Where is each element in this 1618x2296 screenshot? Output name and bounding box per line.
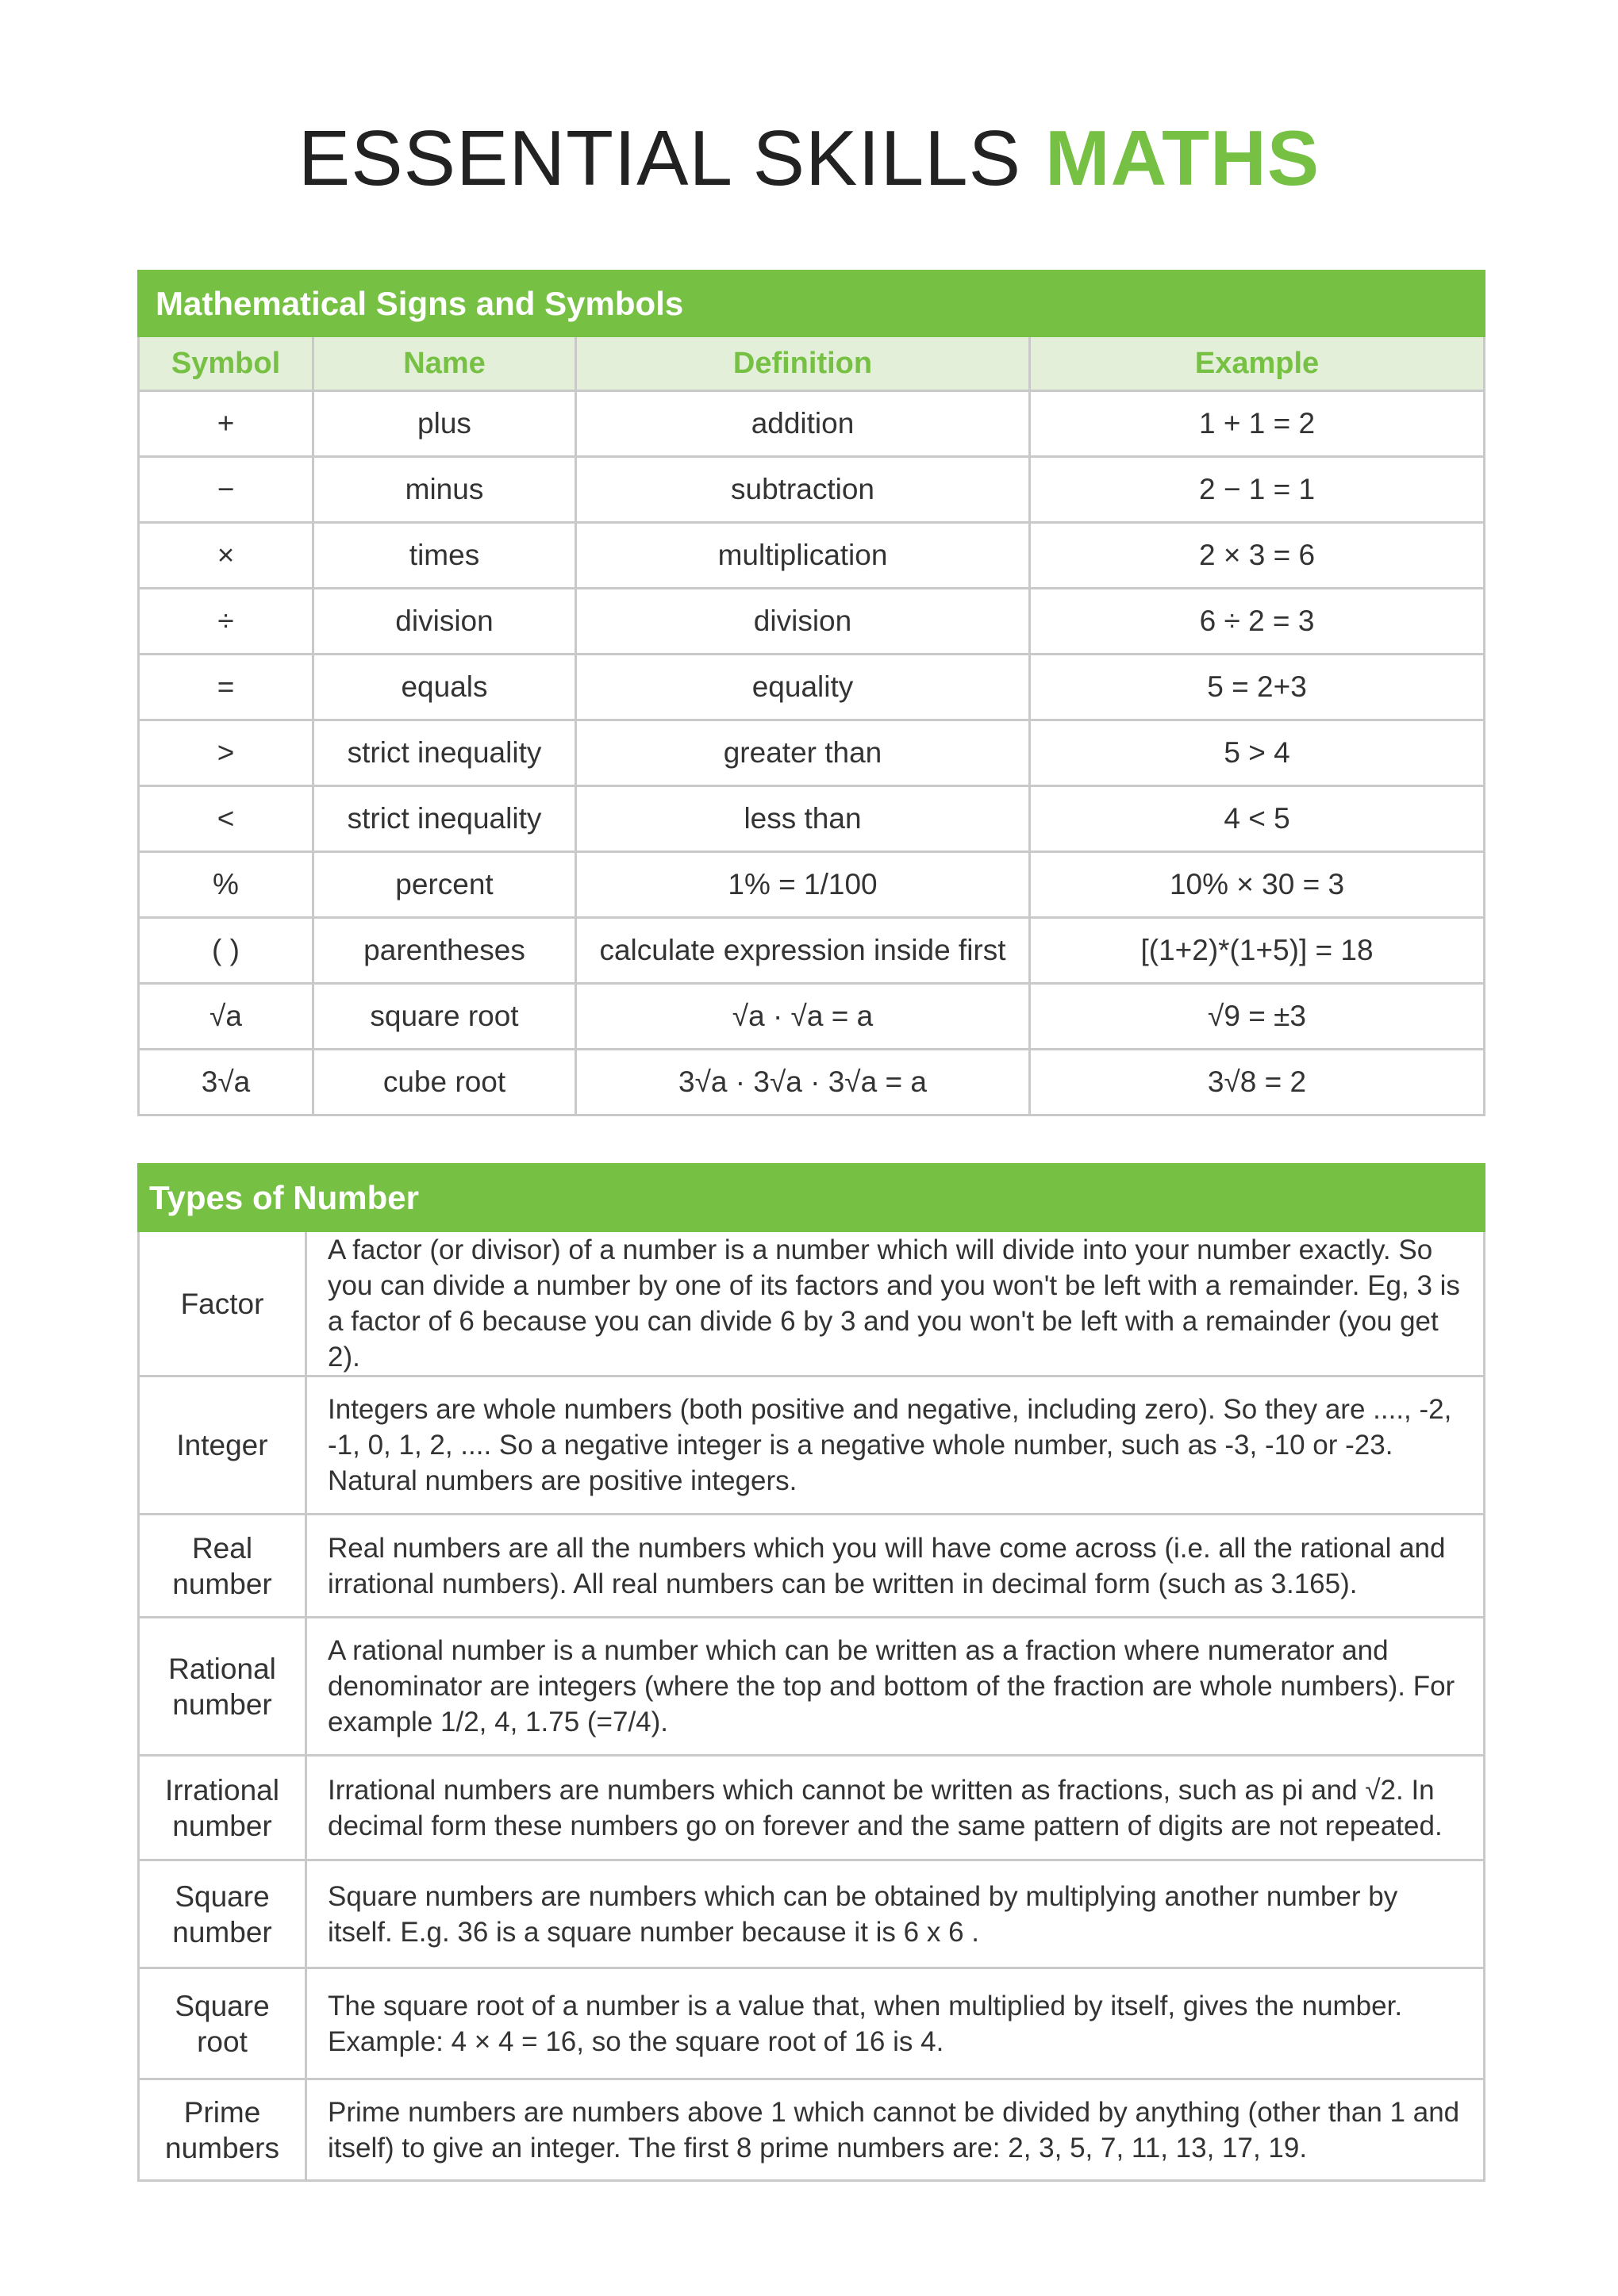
column-header-symbol: Symbol [139,336,313,391]
table-row [139,918,1485,984]
table-row [139,720,1485,786]
symbol-cell: ( ) [139,918,313,984]
symbol-cell: − [139,457,313,523]
example-cell: 2 × 3 = 6 [1030,523,1485,589]
table-row [139,786,1485,852]
name-cell: plus [313,391,576,457]
symbol-cell: % [139,852,313,918]
signs-symbols-table [137,270,1485,1116]
name-cell: strict inequality [313,720,576,786]
definition-cell: division [576,589,1030,655]
name-cell: division [313,589,576,655]
table-row [139,589,1485,655]
name-cell: times [313,523,576,589]
table-row [139,2079,1485,2181]
symbol-cell: > [139,720,313,786]
term-cell: Real number [139,1515,306,1618]
definition-cell: multiplication [576,523,1030,589]
title-main: ESSENTIAL SKILLS [298,114,1021,202]
definition-cell: Square numbers are numbers which can be obtained by multiplying another number by itself. E.g. 36 is a square number because it is 6 x 6 . [306,1860,1485,1968]
example-cell: [(1+2)*(1+5)] = 18 [1030,918,1485,984]
name-cell: minus [313,457,576,523]
definition-cell: A factor (or divisor) of a number is a number which will divide into your number exactly. So you can divide a number by one of its factors and you won't be left with a remainder. Eg, 3 is a factor of 6 because you can divide 6 by 3 and you won't be left with a remainder (you get 2). [306,1231,1485,1376]
term-cell: Irrational number [139,1756,306,1860]
table-row [139,391,1485,457]
term-cell: Rational number [139,1618,306,1756]
table-row [139,1860,1485,1968]
definition-cell: Prime numbers are numbers above 1 which cannot be divided by anything (other than 1 and itself) to give an integer. The first 8 prime numbers are: 2, 3, 5, 7, 11, 13, 17, 19. [306,2079,1485,2181]
definition-cell: addition [576,391,1030,457]
definition-cell: subtraction [576,457,1030,523]
page-title [0,114,1618,202]
definition-cell: Irrational numbers are numbers which cannot be written as fractions, such as pi and √2. In decimal form these numbers go on forever and the same pattern of digits are not repeated. [306,1756,1485,1860]
table-row [139,1968,1485,2079]
definition-cell: √a · √a = a [576,984,1030,1050]
symbol-cell: < [139,786,313,852]
symbol-cell: √a [139,984,313,1050]
definition-cell: Integers are whole numbers (both positive and negative, including zero). So they are ...., -2, -1, 0, 1, 2, .... So a negative integer is a negative whole number, such as -3, -10 or -23. Natural numbers are positive integers. [306,1376,1485,1515]
symbol-cell: 3√a [139,1050,313,1115]
table-row [139,1376,1485,1515]
table-row [139,852,1485,918]
definition-cell: 3√a · 3√a · 3√a = a [576,1050,1030,1115]
definition-cell: A rational number is a number which can be written as a fraction where numerator and denominator are integers (where the top and bottom of the fraction are whole numbers). For example 1/2, 4, 1.75 (=7/4). [306,1618,1485,1756]
example-cell: 6 ÷ 2 = 3 [1030,589,1485,655]
term-cell: Integer [139,1376,306,1515]
symbol-cell: = [139,655,313,720]
definition-cell: calculate expression inside first [576,918,1030,984]
definition-cell: 1% = 1/100 [576,852,1030,918]
symbol-cell: ÷ [139,589,313,655]
definition-cell: equality [576,655,1030,720]
example-cell: √9 = ±3 [1030,984,1485,1050]
title-accent: MATHS [1044,114,1320,202]
term-cell: Square number [139,1860,306,1968]
example-cell: 2 − 1 = 1 [1030,457,1485,523]
name-cell: strict inequality [313,786,576,852]
column-header-definition: Definition [576,336,1030,391]
table-row [139,1515,1485,1618]
table-row [139,1756,1485,1860]
table-row [139,984,1485,1050]
name-cell: parentheses [313,918,576,984]
table-row [139,1618,1485,1756]
name-cell: cube root [313,1050,576,1115]
definition-cell: less than [576,786,1030,852]
symbol-cell: + [139,391,313,457]
name-cell: square root [313,984,576,1050]
column-header-example: Example [1030,336,1485,391]
table-row [139,1231,1485,1376]
term-cell: Square root [139,1968,306,2079]
example-cell: 3√8 = 2 [1030,1050,1485,1115]
number-types-heading: Types of Number [139,1165,1485,1231]
number-types-table [137,1163,1485,2182]
definition-cell: The square root of a number is a value that, when multiplied by itself, gives the number. Example: 4 × 4 = 16, so the square root of 16 is 4. [306,1968,1485,2079]
example-cell: 4 < 5 [1030,786,1485,852]
term-cell: Factor [139,1231,306,1376]
table-row [139,523,1485,589]
definition-cell: greater than [576,720,1030,786]
table-row [139,457,1485,523]
example-cell: 5 > 4 [1030,720,1485,786]
term-cell: Prime numbers [139,2079,306,2181]
symbol-cell: × [139,523,313,589]
column-header-row [139,336,1485,391]
table-row [139,1050,1485,1115]
name-cell: equals [313,655,576,720]
name-cell: percent [313,852,576,918]
column-header-name: Name [313,336,576,391]
definition-cell: Real numbers are all the numbers which you will have come across (i.e. all the rational and irrational numbers). All real numbers can be written in decimal form (such as 3.165). [306,1515,1485,1618]
example-cell: 10% × 30 = 3 [1030,852,1485,918]
table-row [139,655,1485,720]
example-cell: 5 = 2+3 [1030,655,1485,720]
signs-table-heading: Mathematical Signs and Symbols [139,271,1485,336]
example-cell: 1 + 1 = 2 [1030,391,1485,457]
